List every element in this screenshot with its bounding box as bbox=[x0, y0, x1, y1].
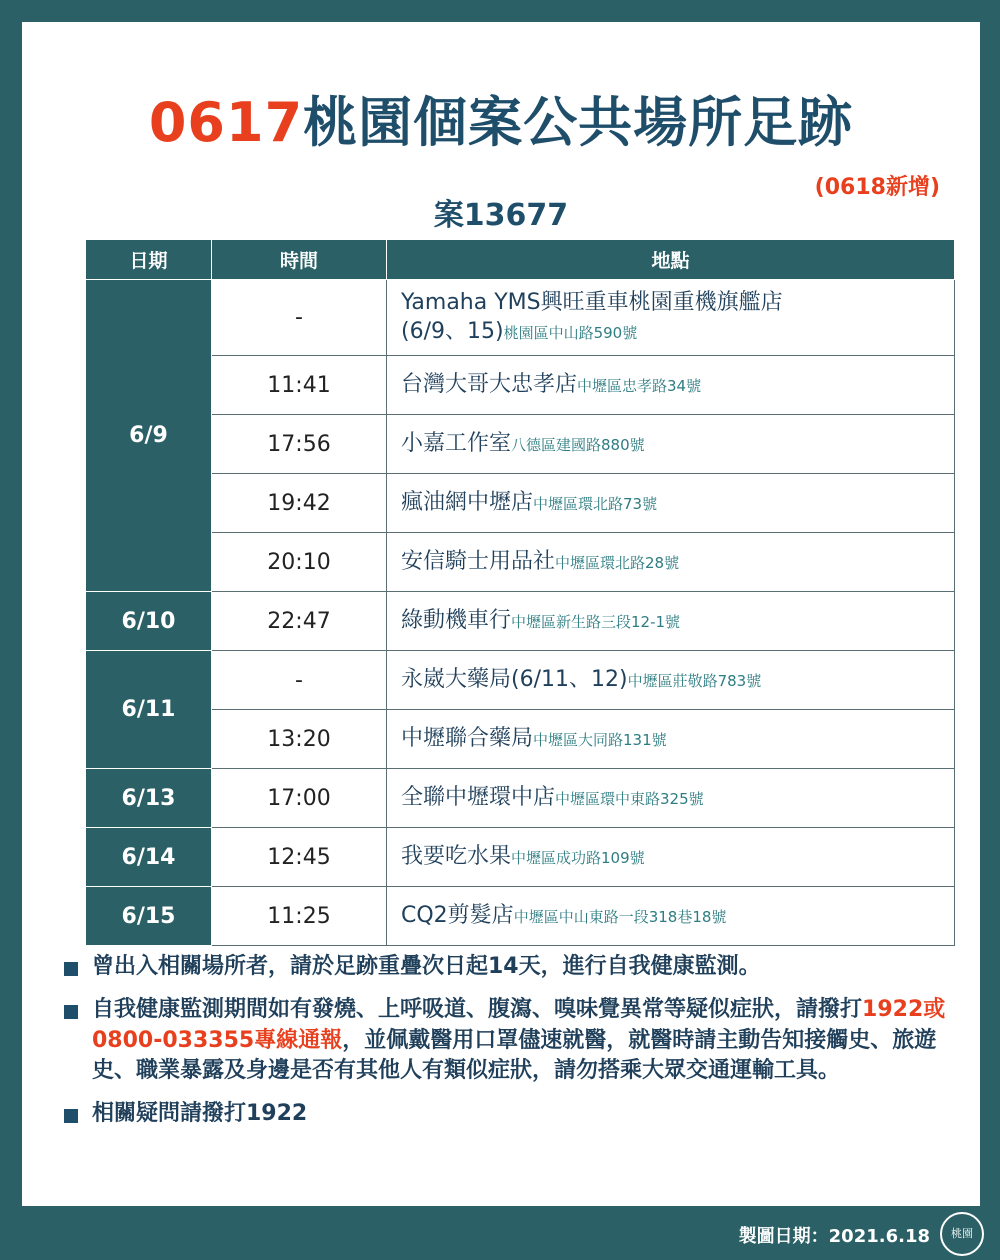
note-item bbox=[64, 1099, 964, 1130]
info-card bbox=[22, 22, 980, 1206]
note-text-cont: ，並佩戴醫用口罩儘速就醫，就醫時請主動告知接觸史、旅遊史、職業暴露及身邊是否有其他人有類似症狀，請勿搭乘大眾交通運輸工具。 bbox=[92, 1027, 937, 1084]
time-cell: 11:41 bbox=[212, 356, 387, 415]
place-cell bbox=[387, 887, 955, 946]
bullet-square-icon bbox=[64, 962, 78, 976]
place-address: 桃園區中山路590號 bbox=[503, 323, 638, 342]
header-time: 時間 bbox=[212, 240, 387, 280]
update-note: (0618新增) bbox=[814, 175, 940, 200]
place-cell bbox=[387, 592, 955, 651]
table-row bbox=[86, 710, 955, 769]
production-date: 製圖日期：2021.6.18 bbox=[738, 1226, 930, 1247]
time-cell: 12:45 bbox=[212, 828, 387, 887]
title-text: 桃園個案公共場所足跡 bbox=[303, 91, 854, 154]
place-address: 中壢區大同路131號 bbox=[533, 730, 667, 749]
date-cell: 6/11 bbox=[86, 651, 212, 769]
place-address: 中壢區環北路73號 bbox=[533, 494, 658, 513]
table-row bbox=[86, 356, 955, 415]
table-row bbox=[86, 651, 955, 710]
time-cell: 13:20 bbox=[212, 710, 387, 769]
city-seal-logo: 桃園 bbox=[940, 1212, 984, 1256]
time-cell: 17:00 bbox=[212, 769, 387, 828]
place-cell bbox=[387, 769, 955, 828]
place-cell bbox=[387, 651, 955, 710]
place-name: 綠動機車行 bbox=[401, 607, 512, 633]
table-header bbox=[86, 240, 955, 280]
date-cell: 6/10 bbox=[86, 592, 212, 651]
bullet-square-icon bbox=[64, 1109, 78, 1123]
title-date: 0617 bbox=[148, 91, 304, 154]
time-cell: 11:25 bbox=[212, 887, 387, 946]
time-cell: - bbox=[212, 651, 387, 710]
place-name: 小嘉工作室 bbox=[401, 430, 512, 456]
footprint-table bbox=[85, 239, 955, 946]
date-cell: 6/14 bbox=[86, 828, 212, 887]
table-row bbox=[86, 828, 955, 887]
place-name: Yamaha YMS興旺重車桃園重機旗艦店 bbox=[401, 289, 783, 315]
place-name: CQ2剪髮店 bbox=[401, 902, 514, 928]
table-row bbox=[86, 592, 955, 651]
note-item bbox=[64, 952, 964, 983]
place-name: 台灣大哥大忠孝店 bbox=[401, 371, 578, 397]
place-address: 中壢區莊敬路783號 bbox=[627, 671, 762, 690]
place-cell bbox=[387, 474, 955, 533]
table-row bbox=[86, 533, 955, 592]
table-row bbox=[86, 280, 955, 356]
place-name: 我要吃水果 bbox=[401, 843, 512, 869]
note-item bbox=[64, 995, 964, 1087]
hotline-text: 1922或0800-033355專線通報 bbox=[92, 996, 946, 1053]
table-row bbox=[86, 887, 955, 946]
place-cell bbox=[387, 356, 955, 415]
note-text: 相關疑問請撥打1922 bbox=[92, 1101, 308, 1127]
place-name: 安信騎士用品社 bbox=[401, 548, 556, 574]
bullet-square-icon bbox=[64, 1005, 78, 1019]
place-address: 中壢區忠孝路34號 bbox=[577, 376, 702, 395]
place-address: 八德區建國路880號 bbox=[511, 435, 645, 454]
page-title bbox=[22, 80, 980, 157]
time-cell: 20:10 bbox=[212, 533, 387, 592]
place-cell bbox=[387, 828, 955, 887]
notes-section bbox=[64, 952, 964, 1142]
place-dates: (6/9、15) bbox=[401, 318, 504, 344]
table-row bbox=[86, 769, 955, 828]
place-name: 全聯中壢環中店 bbox=[401, 784, 556, 810]
note-text: 自我健康監測期間如有發燒、上呼吸道、腹瀉、嗅味覺異常等疑似症狀，請撥打 bbox=[92, 996, 863, 1022]
case-number: 案13677 bbox=[433, 198, 569, 233]
time-cell: 22:47 bbox=[212, 592, 387, 651]
date-cell: 6/13 bbox=[86, 769, 212, 828]
place-address: 中壢區環北路28號 bbox=[555, 553, 680, 572]
place-cell bbox=[387, 280, 955, 356]
place-address: 中壢區新生路三段12-1號 bbox=[511, 612, 681, 631]
date-cell: 6/9 bbox=[86, 280, 212, 592]
place-address: 中壢區中山東路一段318巷18號 bbox=[513, 907, 727, 926]
note-text: 曾出入相關場所者，請於足跡重疊次日起14天，進行自我健康監測。 bbox=[92, 954, 761, 979]
place-name: 永崴大藥局(6/11、12) bbox=[401, 666, 628, 692]
header-date: 日期 bbox=[86, 240, 212, 280]
place-address: 中壢區環中東路325號 bbox=[555, 789, 704, 808]
table-row bbox=[86, 415, 955, 474]
place-cell bbox=[387, 415, 955, 474]
table-row bbox=[86, 474, 955, 533]
place-cell bbox=[387, 533, 955, 592]
time-cell: - bbox=[212, 280, 387, 356]
place-name: 中壢聯合藥局 bbox=[401, 725, 534, 751]
place-cell bbox=[387, 710, 955, 769]
time-cell: 17:56 bbox=[212, 415, 387, 474]
place-name: 瘋油網中壢店 bbox=[401, 489, 534, 515]
place-address: 中壢區成功路109號 bbox=[511, 848, 645, 867]
header-place: 地點 bbox=[387, 240, 955, 280]
date-cell: 6/15 bbox=[86, 887, 212, 946]
time-cell: 19:42 bbox=[212, 474, 387, 533]
